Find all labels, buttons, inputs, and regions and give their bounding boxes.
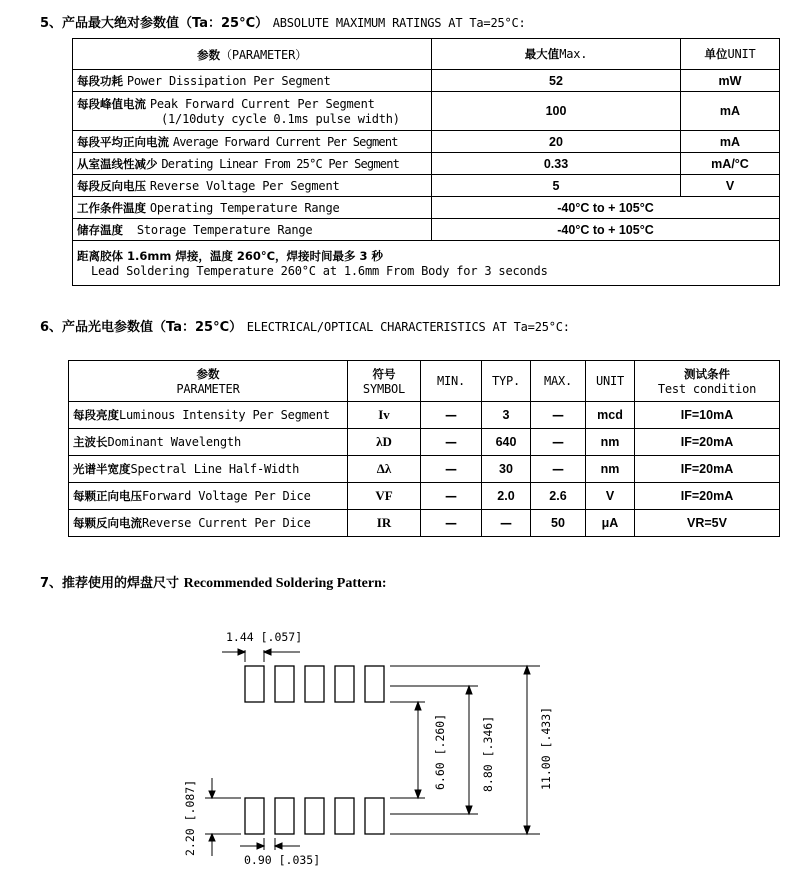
max-value: 5 <box>432 175 681 197</box>
param-en: Power Dissipation Per Segment <box>126 73 331 88</box>
header-symbol-en: SYMBOL <box>362 382 406 396</box>
param-en: Peak Forward Current Per Segment <box>149 97 375 111</box>
header-param-en: （PARAMETER） <box>220 47 307 62</box>
test-value: IF=20mA <box>635 483 780 510</box>
unit-value: mA <box>681 131 780 153</box>
max-value: 100 <box>432 92 681 131</box>
test-value: IF=10mA <box>635 402 780 429</box>
param-en: Reverse Voltage Per Segment <box>149 178 340 193</box>
param-cn: 每段亮度 <box>73 408 119 422</box>
test-value: VR=5V <box>635 510 780 537</box>
test-value: IF=20mA <box>635 429 780 456</box>
max-value: — <box>531 456 586 483</box>
pad-top-3 <box>305 666 324 702</box>
solder-en: Lead Soldering Temperature 260°C at 1.6mm From Body for 3 seconds <box>91 264 548 278</box>
dim-middle: 8.80 [.346] <box>481 715 495 792</box>
param-cn: 每颗正向电压 <box>73 489 142 503</box>
dim-outer: 11.00 [.433] <box>539 706 553 790</box>
max-value: 2.6 <box>531 483 586 510</box>
param-cn: 每颗反向电流 <box>73 516 142 530</box>
max-value: — <box>531 402 586 429</box>
unit-value: mW <box>681 70 780 92</box>
param-cn: 每段平均正向电流 <box>77 134 169 149</box>
symbol-value: Iv <box>348 402 421 429</box>
min-value: — <box>421 510 482 537</box>
typ-value: 3 <box>482 402 531 429</box>
max-value: 0.33 <box>432 153 681 175</box>
typ-value: 30 <box>482 456 531 483</box>
param-en-note: (1/10duty cycle 0.1ms pulse width) <box>161 112 400 126</box>
header-typ: TYP. <box>482 361 531 402</box>
max-value: 20 <box>432 131 681 153</box>
param-en: Storage Temperature Range <box>136 222 313 237</box>
param-cn: 光谱半宽度 <box>73 462 131 476</box>
header-unit: UNIT <box>586 361 635 402</box>
param-en: Operating Temperature Range <box>149 200 340 215</box>
dim-pad-width: 1.44 [.057] <box>226 630 303 644</box>
min-value: — <box>421 402 482 429</box>
min-value: — <box>421 483 482 510</box>
header-unit-en: UNIT <box>727 47 756 61</box>
symbol-value: VF <box>348 483 421 510</box>
param-cn: 每段峰值电流 <box>77 97 146 111</box>
header-unit-cn: 单位 <box>704 47 728 61</box>
unit-value: mA <box>681 92 780 131</box>
pad-bottom-1 <box>245 798 264 834</box>
param-cn: 每段反向电压 <box>77 178 146 193</box>
section7-title-en: Recommended Soldering Pattern: <box>183 576 387 591</box>
st-temp-value: -40°C to + 105°C <box>432 219 780 241</box>
unit-value: V <box>586 483 635 510</box>
header-param-cn: 参数 <box>196 367 220 381</box>
param-en: Dominant Wavelength <box>107 435 241 449</box>
pad-top-2 <box>275 666 294 702</box>
param-en: Forward Voltage Per Dice <box>142 489 311 503</box>
pad-bottom-2 <box>275 798 294 834</box>
dim-inner: 6.60 [.260] <box>433 713 447 790</box>
pad-top-5 <box>365 666 384 702</box>
unit-value: mcd <box>586 402 635 429</box>
header-test-en: Test condition <box>657 382 757 396</box>
param-cn: 从室温线性减少 <box>77 156 158 171</box>
min-value: — <box>421 429 482 456</box>
unit-value: μA <box>586 510 635 537</box>
param-en: Derating Linear From 25°C Per Segment <box>161 156 400 171</box>
typ-value: 2.0 <box>482 483 531 510</box>
unit-value: nm <box>586 456 635 483</box>
pad-top-1 <box>245 666 264 702</box>
dim-pad-height: 2.20 [.087] <box>183 779 197 856</box>
header-param-en: PARAMETER <box>176 382 240 396</box>
symbol-value: λD <box>348 429 421 456</box>
param-cn: 工作条件温度 <box>77 200 146 215</box>
unit-value: nm <box>586 429 635 456</box>
header-test-cn: 测试条件 <box>684 367 730 381</box>
typ-value: 640 <box>482 429 531 456</box>
param-cn: 储存温度 <box>77 222 123 237</box>
header-max-en: Max. <box>559 47 588 61</box>
symbol-value: IR <box>348 510 421 537</box>
header-min: MIN. <box>421 361 482 402</box>
section6-title-en: ELECTRICAL/OPTICAL CHARACTERISTICS AT Ta=25°C: <box>246 320 570 334</box>
symbol-value: Δλ <box>348 456 421 483</box>
typ-value: — <box>482 510 531 537</box>
pad-bottom-4 <box>335 798 354 834</box>
header-max: MAX. <box>531 361 586 402</box>
max-value: 52 <box>432 70 681 92</box>
param-en: Average Forward Current Per Segment <box>172 134 398 149</box>
max-value: 50 <box>531 510 586 537</box>
header-max-cn: 最大值 <box>524 47 560 61</box>
param-cn: 每段功耗 <box>77 73 123 88</box>
max-value: — <box>531 429 586 456</box>
param-en: Spectral Line Half-Width <box>130 462 300 476</box>
param-cn: 主波长 <box>73 435 108 449</box>
dim-pitch: 0.90 [.035] <box>244 853 321 867</box>
pad-bottom-5 <box>365 798 384 834</box>
unit-value: mA/°C <box>681 153 780 175</box>
pad-bottom-3 <box>305 798 324 834</box>
solder-cn: 距离胶体 1.6mm 焊接，温度 260°C，焊接时间最多 3 秒 <box>77 249 384 263</box>
section6-title-cn: 6、产品光电参数值（Ta：25°C） <box>40 320 243 335</box>
param-en: Reverse Current Per Dice <box>142 516 311 530</box>
section5-title-cn: 5、产品最大绝对参数值（Ta：25°C） <box>40 16 269 31</box>
header-param-cn: 参数 <box>197 47 221 62</box>
param-en: Luminous Intensity Per Segment <box>119 408 330 422</box>
header-symbol-cn: 符号 <box>372 367 396 381</box>
pad-top-4 <box>335 666 354 702</box>
test-value: IF=20mA <box>635 456 780 483</box>
unit-value: V <box>681 175 780 197</box>
min-value: — <box>421 456 482 483</box>
op-temp-value: -40°C to + 105°C <box>432 197 780 219</box>
section7-title-cn: 7、推荐使用的焊盘尺寸 <box>40 576 180 591</box>
section5-title-en: ABSOLUTE MAXIMUM RATINGS AT Ta=25°C: <box>272 16 526 30</box>
